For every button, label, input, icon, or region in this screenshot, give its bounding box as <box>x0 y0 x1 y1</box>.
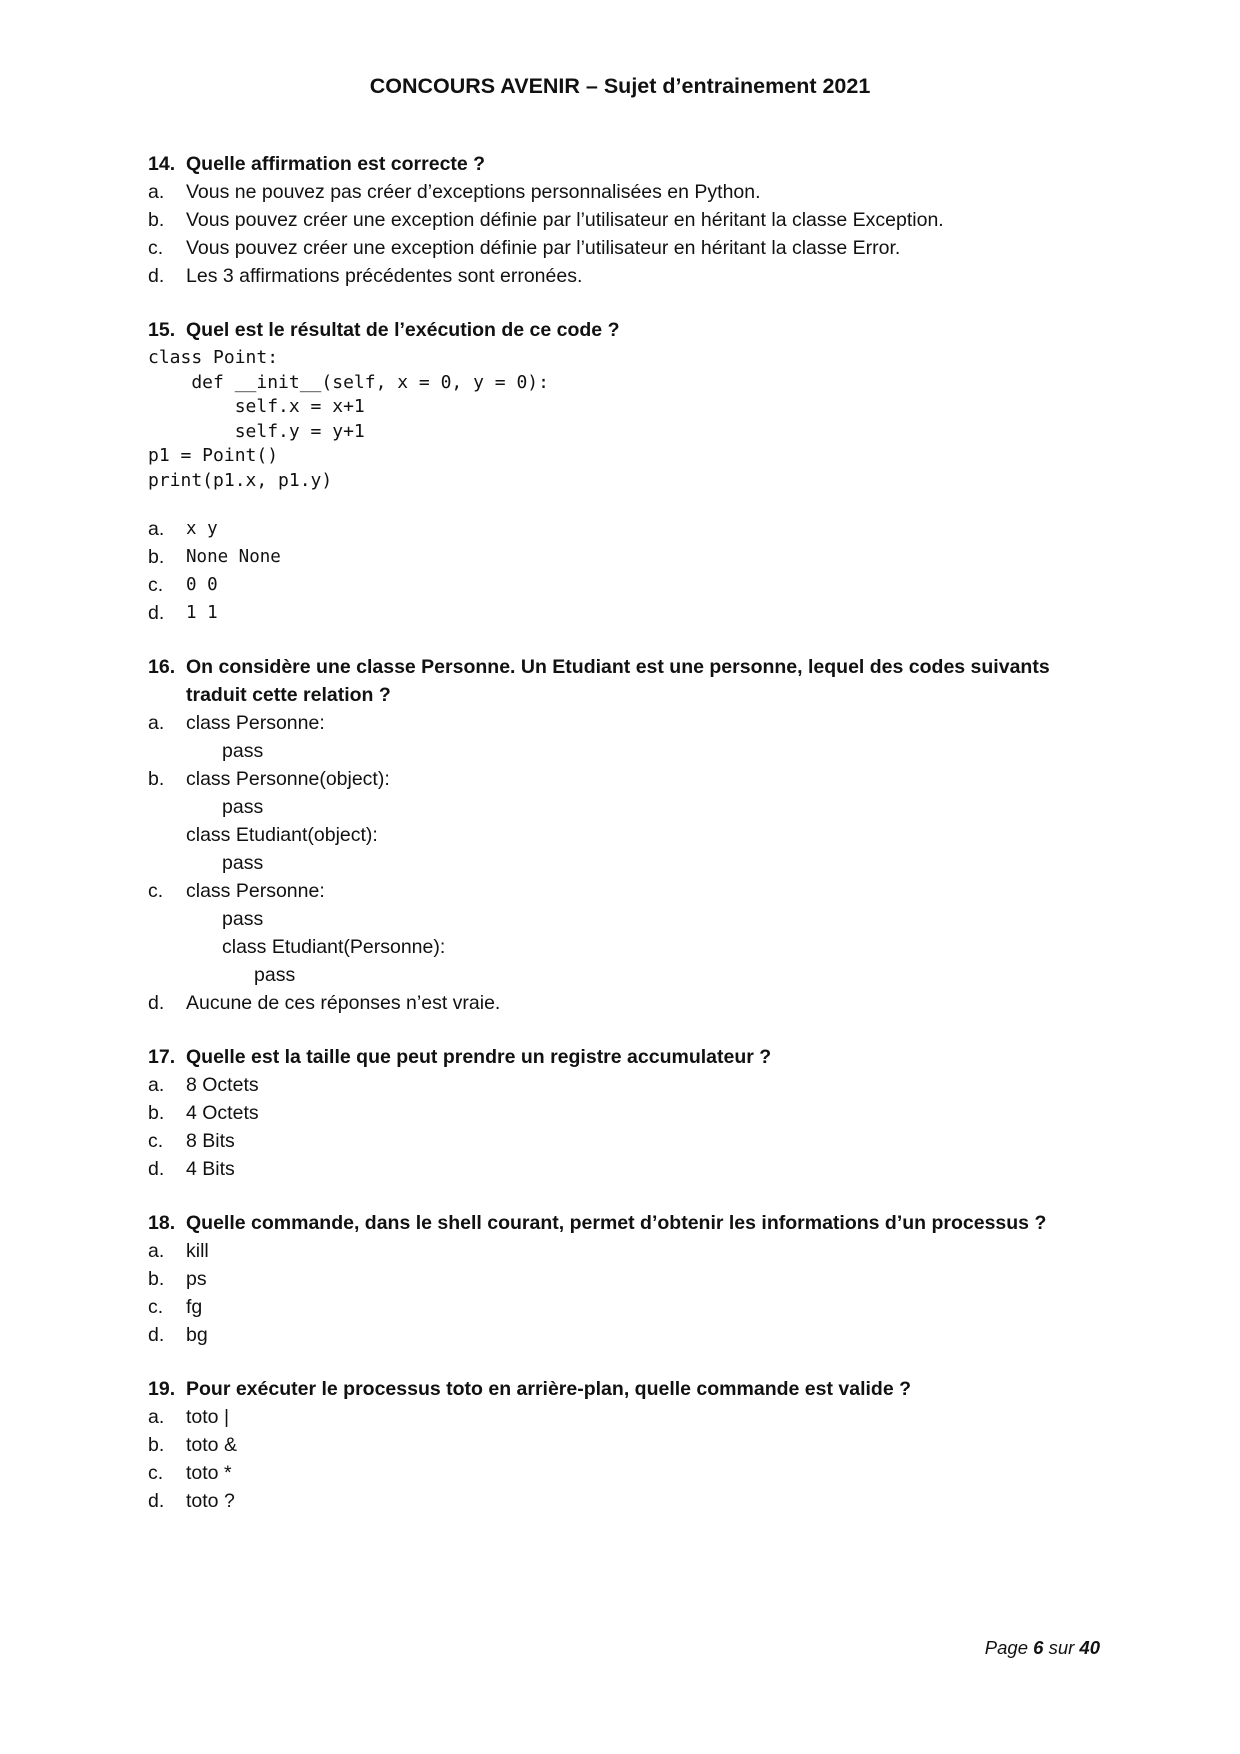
question-19 <box>148 1375 1108 1515</box>
option-a <box>148 1237 1108 1265</box>
option-c <box>148 877 1108 989</box>
option-text: ps <box>186 1268 207 1290</box>
option-letter: c. <box>148 574 164 596</box>
code-sub-line: pass <box>222 852 264 874</box>
option-text: fg <box>186 1296 203 1318</box>
option-letter: b. <box>148 768 165 790</box>
question-heading <box>148 1375 1108 1403</box>
code-line: class Point: <box>148 347 279 368</box>
code-sub-line: pass <box>222 740 264 762</box>
option-body <box>186 709 1108 765</box>
option-letter: d. <box>148 602 165 624</box>
question-17 <box>148 1043 1108 1183</box>
page-prefix: Page <box>984 1637 1028 1658</box>
option-b <box>148 543 1108 571</box>
option-body <box>186 765 1108 877</box>
option-text: 1 1 <box>186 603 218 623</box>
option-text: toto | <box>186 1406 230 1428</box>
option-letter: b. <box>148 1102 165 1124</box>
question-number: 19. <box>148 1378 176 1400</box>
option-text: class Personne(object): <box>186 768 390 790</box>
option-text: toto & <box>186 1434 237 1456</box>
option-letter: c. <box>148 237 164 259</box>
option-d <box>148 989 1108 1017</box>
option-b <box>148 206 1108 234</box>
question-16 <box>148 653 1108 1017</box>
code-line: p1 = Point() <box>148 445 279 466</box>
option-letter: d. <box>148 1158 165 1180</box>
option-letter: c. <box>148 880 164 902</box>
option-letter: c. <box>148 1462 164 1484</box>
option-body <box>186 877 1108 989</box>
code-line: print(p1.x, p1.y) <box>148 469 333 491</box>
option-c <box>148 1459 1108 1487</box>
option-d <box>148 1155 1108 1183</box>
option-letter: b. <box>148 546 165 568</box>
option-text: toto * <box>186 1462 232 1484</box>
question-text: Pour exécuter le processus toto en arrière-plan, quelle commande est valide ? <box>186 1378 911 1400</box>
option-text: 8 Bits <box>186 1130 235 1152</box>
option-text: class Personne: <box>186 712 325 734</box>
option-letter: d. <box>148 1490 165 1512</box>
option-letter: a. <box>148 1240 165 1262</box>
option-a <box>148 709 1108 765</box>
question-heading <box>148 1043 1108 1071</box>
page-title: CONCOURS AVENIR – Sujet d’entrainement 2021 <box>369 74 871 98</box>
option-letter: d. <box>148 1324 165 1346</box>
current-page: 6 <box>1033 1637 1044 1658</box>
code-sub-line: pass <box>222 908 264 930</box>
option-text: 4 Octets <box>186 1102 259 1124</box>
option-text: 8 Octets <box>186 1074 259 1096</box>
option-d <box>148 1487 1108 1515</box>
question-text: On considère une classe Personne. Un Etudiant est une personne, lequel des codes suivants traduit cette relation ? <box>186 656 1050 706</box>
question-number: 18. <box>148 1212 176 1234</box>
option-text: Aucune de ces réponses n’est vraie. <box>186 992 501 1014</box>
option-letter: b. <box>148 1268 165 1290</box>
option-b <box>148 765 1108 877</box>
question-text: Quelle commande, dans le shell courant, permet d’obtenir les informations d’un processus ? <box>186 1212 1047 1234</box>
code-line: self.x = x+1 <box>148 396 365 417</box>
question-number: 17. <box>148 1046 176 1068</box>
option-letter: c. <box>148 1130 164 1152</box>
option-letter: d. <box>148 992 165 1014</box>
option-text: x y <box>186 519 218 539</box>
option-text: 4 Bits <box>186 1158 235 1180</box>
question-heading <box>148 653 1108 709</box>
option-a <box>148 178 1108 206</box>
code-sub-line: class Etudiant(Personne): <box>222 936 446 958</box>
question-text: Quelle affirmation est correcte ? <box>186 153 486 175</box>
option-letter: b. <box>148 1434 165 1456</box>
option-letter: b. <box>148 209 165 231</box>
question-14 <box>148 150 1108 290</box>
option-letter: a. <box>148 518 165 540</box>
question-heading <box>148 150 1108 178</box>
option-letter: a. <box>148 181 165 203</box>
option-d <box>148 1321 1108 1349</box>
question-18 <box>148 1209 1108 1349</box>
option-c <box>148 234 1108 262</box>
option-text: None None <box>186 547 281 567</box>
total-pages: 40 <box>1079 1637 1100 1658</box>
code-sub-line: pass <box>254 964 296 986</box>
option-text: bg <box>186 1324 208 1346</box>
option-letter: a. <box>148 1074 165 1096</box>
option-c <box>148 1127 1108 1155</box>
option-d <box>148 599 1108 627</box>
option-text: Vous pouvez créer une exception définie par l’utilisateur en héritant la classe Exception. <box>186 209 944 231</box>
code-sub-line: pass <box>222 796 264 818</box>
question-text: Quel est le résultat de l’exécution de ce code ? <box>186 319 620 341</box>
option-d <box>148 262 1108 290</box>
question-heading <box>148 1209 1108 1237</box>
option-a <box>148 515 1108 543</box>
option-c <box>148 1293 1108 1321</box>
option-text: class Personne: <box>186 880 325 902</box>
code-sub-line: class Etudiant(object): <box>186 824 378 846</box>
question-heading <box>148 316 1108 344</box>
option-c <box>148 571 1108 599</box>
question-number: 16. <box>148 656 176 678</box>
question-number: 14. <box>148 153 176 175</box>
option-b <box>148 1431 1108 1459</box>
code-block <box>148 346 1108 493</box>
option-letter: c. <box>148 1296 164 1318</box>
question-list <box>148 150 1108 1541</box>
option-text: 0 0 <box>186 575 218 595</box>
code-line: def __init__(self, x = 0, y = 0): <box>148 371 549 393</box>
option-text: Vous ne pouvez pas créer d’exceptions personnalisées en Python. <box>186 181 761 203</box>
option-text: toto ? <box>186 1490 235 1512</box>
question-15 <box>148 316 1108 627</box>
question-number: 15. <box>148 319 176 341</box>
option-a <box>148 1071 1108 1099</box>
option-letter: d. <box>148 265 165 287</box>
option-letter: a. <box>148 712 165 734</box>
option-letter: a. <box>148 1406 165 1428</box>
code-line: self.y = y+1 <box>148 420 365 442</box>
option-a <box>148 1403 1108 1431</box>
option-b <box>148 1099 1108 1127</box>
page-number <box>985 1637 1100 1659</box>
option-text: kill <box>186 1240 209 1262</box>
option-text: Les 3 affirmations précédentes sont erronées. <box>186 265 583 287</box>
question-text: Quelle est la taille que peut prendre un registre accumulateur ? <box>186 1046 772 1068</box>
page-separator: sur <box>1048 1637 1075 1658</box>
option-b <box>148 1265 1108 1293</box>
option-text: Vous pouvez créer une exception définie par l’utilisateur en héritant la classe Error. <box>186 237 901 259</box>
